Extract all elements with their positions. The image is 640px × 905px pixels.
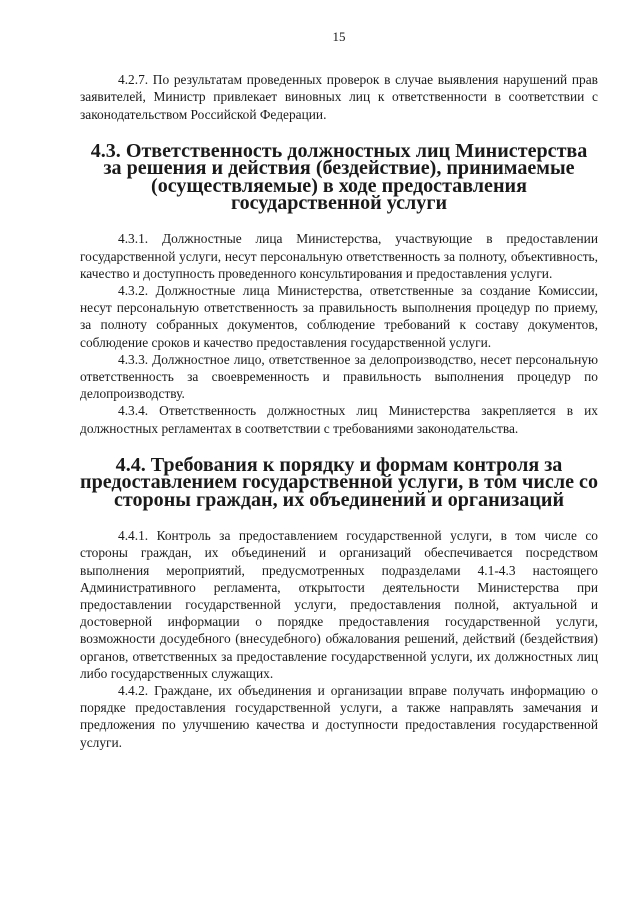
paragraph-4-4-2: 4.4.2. Граждане, их объединения и организации вправе получать информацию о порядке предоставления государственной услуги, а также направлять замечания и предложения по улучшению качества и доступности предоставления государственной услуги. bbox=[80, 682, 598, 750]
paragraph-4-2-7: 4.2.7. По результатам проведенных проверок в случае выявления нарушений прав заявителей, Министр привлекает виновных лиц к ответственности в соответствии с законодательством Российской Федерации. bbox=[80, 72, 598, 122]
page-number: 15 bbox=[332, 29, 346, 44]
paragraph-4-3-2: 4.3.2. Должностные лица Министерства, ответственные за создание Комиссии, несут персональную ответственность за правильность выполнения процедур по приему, за полноту собранных документов, соблюдение требований к составу документов, соблюдение сроков и качество предоставления государственной услуги. bbox=[80, 283, 598, 350]
paragraph-4-3-3: 4.3.3. Должностное лицо, ответственное за делопроизводство, несет персональную ответственность за своевременность и правильность выполнения процедур по делопроизводству. bbox=[80, 351, 598, 402]
paragraph-4-3-4: 4.3.4. Ответственность должностных лиц Министерства закрепляется в их должностных регламентах в соответствии с требованиями законодательства. bbox=[80, 403, 598, 436]
paragraph-4-3-1: 4.3.1. Должностные лица Министерства, участвующие в предоставлении государственной услуги, несут персональную ответственность за полноту, объективность, качество и доступность проведенного консультирования и предоставления услуги. bbox=[80, 231, 598, 281]
heading-4-4: 4.4. Требования к порядку и формам контроля за предоставлением государственной услуги, в том числе со стороны граждан, их объединений и организаций bbox=[80, 453, 598, 511]
paragraph-4-4-1: 4.4.1. Контроль за предоставлением государственной услуги, в том числе со стороны граждан, их объединений и организаций обеспечивается посредством выполнения мероприятий, предусмотренных подразделами 4.1-4.3 настоящего Административного регламента, открытости деятельности Министерства при предоставлении государственной услуги, предоставления полной, актуальной и достоверной информации о порядке предоставления государственной услуги, возможности досудебного (внесудебного) обжалования решений, действий (бездействия) органов, ответственных за предоставление государственной услуги, их должностных лиц либо государственных служащих. bbox=[80, 528, 598, 681]
document-page bbox=[80, 28, 598, 751]
heading-4-3: 4.3. Ответственность должностных лиц Министерства за решения и действия (бездействие), принимаемые (осуществляемые) в ходе предоставления государственной услуги bbox=[90, 139, 588, 215]
